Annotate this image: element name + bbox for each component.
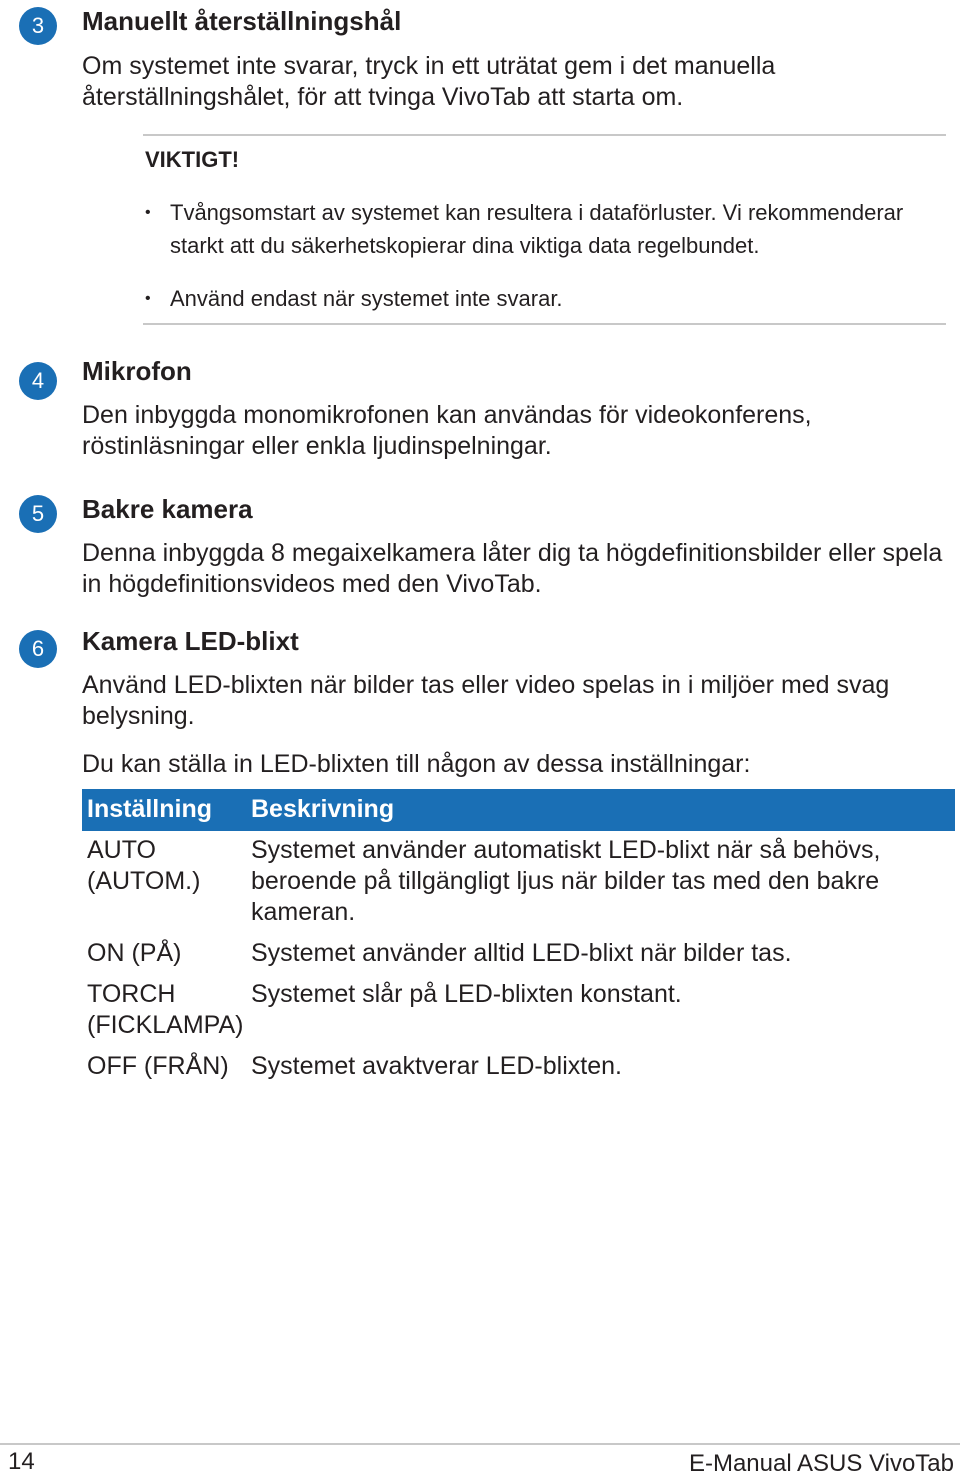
important-bullet: • Tvångsomstart av systemet kan resultera i dataförluster. Vi rekommenderar starkt att du säkerhetskopierar dina viktiga data regelbundet.	[145, 196, 950, 262]
setting-name: OFF (FRÅN)	[87, 1052, 229, 1080]
table-intro: Du kan ställa in LED-blixten till någon av dessa inställningar:	[82, 750, 751, 778]
setting-name: AUTO (AUTOM.)	[87, 836, 201, 895]
setting-name: ON (PÅ)	[87, 939, 182, 967]
setting-description: Systemet använder alltid LED-blixt när bilder tas.	[251, 939, 792, 967]
section-number-badge: 5	[19, 495, 57, 533]
section-body: Den inbyggda monomikrofonen kan användas för videokonferens, röstinläsningar eller enkla ljudinspelningar.	[82, 401, 812, 460]
table-header-row	[82, 789, 955, 831]
setting-description: Systemet använder automatiskt LED-blixt när så behövs, beroende på tillgängligt ljus när bilder tas med den bakre kameran.	[251, 836, 881, 926]
important-bullet: • Använd endast när systemet inte svarar.	[145, 282, 950, 315]
section-title: Kamera LED-blixt	[82, 626, 299, 656]
page-number: 14	[8, 1448, 35, 1475]
section-title: Mikrofon	[82, 356, 192, 386]
note-bottom-divider	[143, 323, 946, 325]
important-note-title: VIKTIGT!	[145, 147, 240, 172]
section-number-badge: 3	[19, 7, 57, 45]
manual-title: E-Manual ASUS VivoTab	[688, 1450, 954, 1477]
setting-description: Systemet avaktverar LED-blixten.	[251, 1052, 622, 1080]
section-number-badge: 4	[19, 362, 57, 400]
table-row	[82, 831, 955, 934]
note-top-divider	[143, 134, 946, 136]
section-body: Denna inbyggda 8 megaixelkamera låter dig ta högdefinitionsbilder eller spela in högdefinitionsvideos med den VivoTab.	[82, 539, 943, 598]
setting-description: Systemet slår på LED-blixten konstant.	[251, 980, 682, 1008]
table-row	[82, 934, 955, 975]
setting-name: TORCH (FICKLAMPA)	[87, 980, 244, 1039]
table-row	[82, 975, 955, 1047]
table-row	[82, 1047, 955, 1088]
table-header-setting: Inställning	[82, 789, 246, 831]
section-body: Använd LED-blixten när bilder tas eller video spelas in i miljöer med svag belysning.	[82, 671, 890, 730]
flash-settings-table	[82, 789, 955, 1088]
table-header-description: Beskrivning	[246, 789, 955, 831]
section-number-badge: 6	[19, 630, 57, 668]
section-title: Bakre kamera	[82, 494, 253, 524]
footer-divider	[0, 1443, 960, 1445]
section-body: Om systemet inte svarar, tryck in ett uträtat gem i det manuella återställningshålet, för att tvinga VivoTab att starta om.	[82, 52, 776, 111]
section-title: Manuellt återställningshål	[82, 6, 402, 36]
